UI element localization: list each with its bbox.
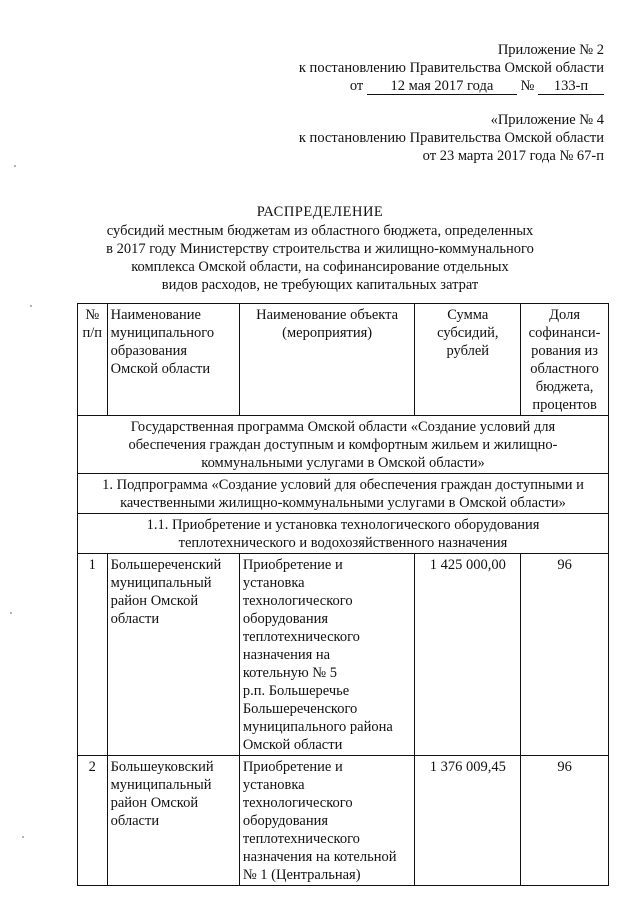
scan-speck [22,836,24,838]
scan-speck [14,165,16,167]
appendix-date: 12 мая 2017 года [367,78,517,95]
title-line: видов расходов, не требующих капитальных затрат [161,277,479,293]
title-line: субсидий местным бюджетам из областного бюджета, определенных [106,223,534,239]
title-line: в 2017 году Министерству строительства и жилищно-коммунального [106,241,534,257]
measure-row [78,514,609,554]
header-share: Доля софинанси- рования из областного бюджета, процентов [521,304,609,416]
row-municipality: Большереченский муниципальный район Омской области [107,554,239,756]
header-municipality: Наименование муниципального образования Омской области [107,304,239,416]
document-title [0,203,640,294]
row-object: Приобретение и установка технологического оборудования теплотехнического назначения на котельную № 5 р.п. Большеречье Большереченского муниципального района Омской области [239,554,415,756]
header-object: Наименование объекта (мероприятия) [239,304,415,416]
row-num: 1 [78,554,108,756]
scan-speck [10,612,12,614]
appendix-title: Приложение № 2 [497,42,604,58]
header-num: № п/п [78,304,108,416]
prior-appendix-title: «Приложение № 4 [490,112,604,128]
title-heading: РАСПРЕДЕЛЕНИЕ [256,204,384,220]
table-header-row [78,304,609,416]
row-municipality: Большеуковский муниципальный район Омской области [107,756,239,886]
row-sum: 1 425 000,00 [415,554,521,756]
appendix-date-line [299,77,604,95]
appendix-header [299,41,604,95]
prior-appendix-header [299,111,604,165]
appendix-number-label: № [520,78,535,94]
appendix-decree: к постановлению Правительства Омской области [298,60,604,76]
row-num: 2 [78,756,108,886]
subprogram-title: 1. Подпрограмма «Создание условий для обеспечения граждан доступными и качественными жилищно-коммунальными услугами в Омской области» [78,474,609,514]
row-share: 96 [521,756,609,886]
row-share: 96 [521,554,609,756]
table-row [78,756,609,886]
table-row [78,554,609,756]
scan-speck [30,305,32,307]
distribution-table [77,303,609,886]
title-line: комплекса Омской области, на софинансирование отдельных [131,259,509,275]
prior-appendix-date: от 23 марта 2017 года № 67-п [422,148,604,164]
header-sum: Сумма субсидий, рублей [415,304,521,416]
row-sum: 1 376 009,45 [415,756,521,886]
program-title: Государственная программа Омской области «Создание условий для обеспечения граждан доступным и комфортным жильем и жилищно- коммунальными услугами в Омской области» [78,416,609,474]
measure-title: 1.1. Приобретение и установка технологического оборудования теплотехнического и водохозяйственного назначения [78,514,609,554]
appendix-number: 133-п [538,78,604,95]
program-row [78,416,609,474]
prior-appendix-decree: к постановлению Правительства Омской области [298,130,604,146]
subprogram-row [78,474,609,514]
appendix-date-prefix: от [349,78,364,94]
row-object: Приобретение и установка технологического оборудования теплотехнического назначения на котельной № 1 (Центральная) [239,756,415,886]
